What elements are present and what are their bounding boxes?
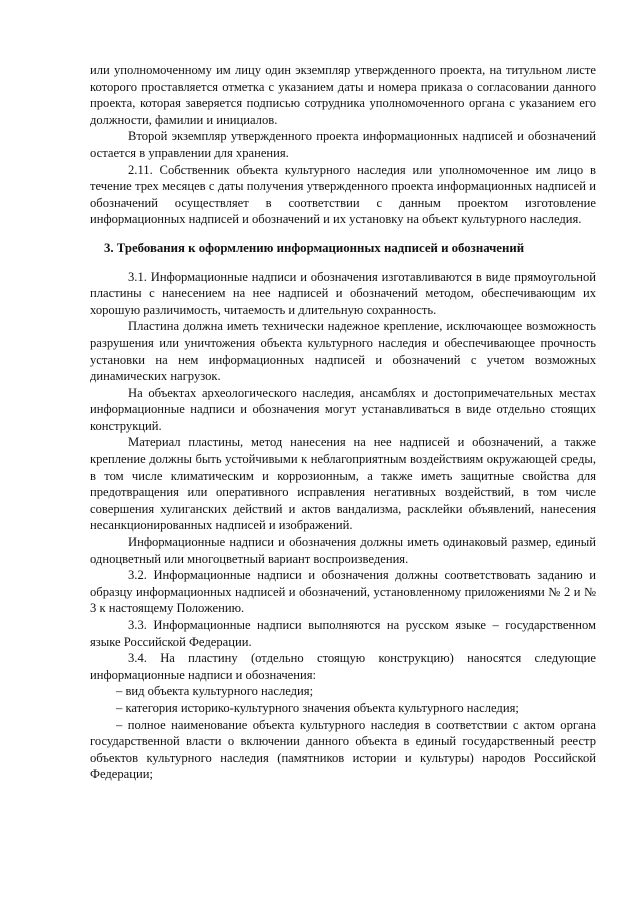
paragraph-3-1: 3.1. Информационные надписи и обозначения изготавливаются в виде прямоугольной пластины с нанесением на нее надписей и обозначений методом, обеспечивающим их хорошую различимость, читаемость и длительную сохранность. [90,269,596,317]
paragraph-second-copy: Второй экземпляр утвержденного проекта информационных надписей и обозначений остается в управлении для хранения. [90,129,596,160]
paragraph-archaeology: На объектах археологического наследия, ансамблях и достопримечательных местах информационные надписи и обозначения могут устанавливаться в виде отдельно стоящих конструкций. [90,385,596,433]
document-page [90,62,596,783]
list-item: – категория историко-культурного значения объекта культурного наследия; [116,700,519,715]
paragraph-3-3: 3.3. Информационные надписи выполняются на русском языке – государственном языке Российской Федерации. [90,618,596,649]
paragraph-size: Информационные надписи и обозначения должны иметь одинаковый размер, единый одноцветный или многоцветный вариант воспроизведения. [90,535,596,566]
paragraph-2-11: 2.11. Собственник объекта культурного наследия или уполномоченное им лицо в течение трех месяцев с даты получения утвержденного проекта информационных надписей и обозначений осуществляет в соответствии с данным проектом изготовление информационных надписей и обозначений и их установку на объект культурного наследия. [90,162,596,227]
paragraph-intro: или уполномоченному им лицу один экземпляр утвержденного проекта, на титульном листе которого проставляется отметка с указанием даты и номера приказа о согласовании данного проекта, которая заверяется подписью сотрудника уполномоченного органа с указанием его должности, фамилии и инициалов. [90,63,596,127]
paragraph-3-4: 3.4. На пластину (отдельно стоящую конструкцию) наносятся следующие информационные надписи и обозначения: [90,651,596,682]
paragraph-3-2: 3.2. Информационные надписи и обозначения должны соответствовать заданию и образцу информационных надписей и обозначений, установленному приложениями № 2 и № 3 к настоящему Положению. [90,568,596,616]
section-heading: 3. Требования к оформлению информационных надписей и обозначений [104,240,525,255]
paragraph-material: Материал пластины, метод нанесения на нее надписей и обозначений, а также крепление должны быть устойчивыми к неблагоприятным воздействиям окружающей среды, в том числе климатическим и коррозионным, а также иметь защитные свойства для предотвращения или оперативного исправления негативных воздействий, в том числе совершения хулиганских действий и актов вандализма, расклейки объявлений, нанесения несанкционированных надписей и изображений. [90,435,596,533]
list-item: – полное наименование объекта культурного наследия в соответствии с актом органа государственной власти о включении данного объекта в единый государственный реестр объектов культурного наследия (памятников истории и культуры) народов Российской Федерации; [90,717,596,782]
paragraph-plate: Пластина должна иметь технически надежное крепление, исключающее возможность разрушения или уничтожения объекта культурного наследия и обеспечивающее прочность установки на нем информационных надписей и обозначений с учетом возможных динамических нагрузок. [90,319,596,384]
list-item: – вид объекта культурного наследия; [116,684,314,699]
